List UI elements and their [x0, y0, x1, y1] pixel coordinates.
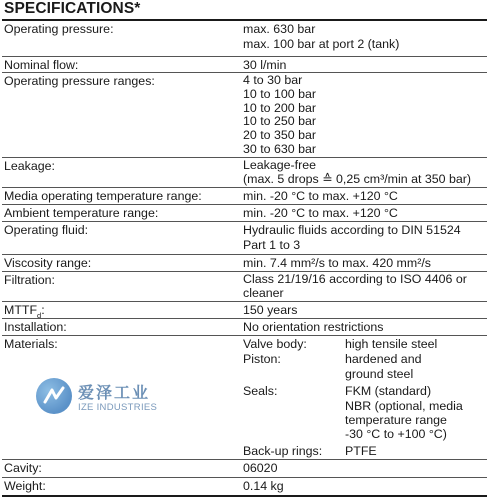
spec-value: [243, 22, 399, 53]
spec-value: [243, 479, 284, 494]
spec-row-installation: [2, 319, 487, 336]
ize-logo-icon: [36, 378, 72, 414]
material-spec: FKM (standard): [345, 384, 432, 398]
spec-label: Nominal flow:: [4, 58, 79, 72]
value-line: (max. 5 drops ≙ 0,25 cm³/min at 350 bar): [243, 171, 471, 186]
value-line: 10 to 250 bar: [243, 114, 317, 129]
value-line: 10 to 100 bar: [243, 86, 317, 101]
spec-value: [243, 189, 398, 204]
spec-row-filtration: [2, 272, 487, 302]
value-line: cleaner: [243, 285, 284, 300]
spec-row-pressure-ranges: [2, 73, 487, 158]
material-spec: temperature range: [345, 413, 447, 427]
value-line: No orientation restrictions: [243, 320, 384, 334]
value-line: min. -20 °C to max. +120 °C: [243, 206, 398, 220]
ize-watermark-logo: [36, 378, 186, 418]
material-spec: ground steel: [345, 367, 414, 381]
spec-label: Leakage:: [4, 159, 55, 173]
spec-value: [243, 223, 461, 254]
material-spec: high tensile steel: [345, 337, 438, 351]
spec-value: [243, 159, 471, 186]
spec-row-nominal-flow: [2, 57, 487, 73]
spec-value: [243, 74, 316, 157]
spec-label: Weight:: [4, 479, 46, 493]
watermark-english-text: IZE INDUSTRIES: [78, 402, 158, 413]
value-line: 06020: [243, 461, 278, 475]
value-line: 0.14 kg: [243, 479, 284, 493]
value-line: Part 1 to 3: [243, 238, 301, 253]
spec-row-operating-pressure: [2, 21, 487, 57]
spec-label: Operating pressure:: [4, 22, 114, 36]
value-line: Leakage-free: [243, 158, 317, 172]
value-line: 30 to 630 bar: [243, 141, 317, 156]
value-line: max. 630 bar: [243, 22, 316, 36]
spec-label: Media operating temperature range:: [4, 189, 202, 203]
value-line: 10 to 200 bar: [243, 100, 317, 115]
value-line: min. 7.4 mm²/s to max. 420 mm²/s: [243, 256, 431, 270]
spec-value: [243, 461, 277, 476]
value-line: 30 l/min: [243, 58, 287, 72]
material-part: Valve body:: [243, 337, 307, 351]
material-part: Back-up rings:: [243, 444, 323, 458]
spec-row-viscosity: [2, 255, 487, 272]
material-part: Seals:: [243, 384, 278, 398]
spec-row-leakage: [2, 158, 487, 188]
spec-value: [243, 320, 384, 335]
spec-row-operating-fluid: [2, 222, 487, 255]
value-line: 4 to 30 bar: [243, 73, 303, 87]
value-line: Class 21/19/16 according to ISO 4406 or: [243, 272, 467, 286]
label-colon: :: [41, 303, 45, 317]
spec-value: [243, 206, 398, 221]
spec-row-weight: [2, 478, 487, 497]
spec-label: Installation:: [4, 320, 67, 334]
label-main: MTTF: [4, 303, 38, 317]
spec-label: Materials:: [4, 337, 58, 351]
spec-row-mttfd: [2, 302, 487, 319]
spec-row-cavity: [2, 460, 487, 478]
material-spec: PTFE: [345, 444, 377, 458]
spec-row-ambient-temperature: [2, 205, 487, 222]
label-subscript: d: [37, 311, 42, 320]
spec-value: [243, 256, 431, 271]
spec-label: Filtration:: [4, 273, 55, 287]
spec-label: Operating pressure ranges:: [4, 74, 155, 88]
spec-value: [243, 303, 297, 318]
spec-label: Operating fluid:: [4, 223, 89, 237]
value-line: min. -20 °C to max. +120 °C: [243, 189, 398, 203]
spec-value: [243, 273, 467, 300]
spec-value: [243, 58, 286, 73]
spec-label: Viscosity range:: [4, 256, 92, 270]
value-line: 20 to 350 bar: [243, 128, 317, 143]
value-line: Hydraulic fluids according to DIN 51524: [243, 223, 461, 237]
material-spec: NBR (optional, media: [345, 399, 463, 413]
material-spec: -30 °C to +100 °C): [345, 427, 447, 441]
spec-label: Ambient temperature range:: [4, 206, 159, 220]
value-line: 150 years: [243, 303, 298, 317]
spec-label: Cavity:: [4, 461, 42, 475]
material-spec: hardened and: [345, 352, 422, 366]
material-part: Piston:: [243, 352, 281, 366]
value-line: max. 100 bar at port 2 (tank): [243, 37, 400, 52]
spec-row-media-temperature: [2, 188, 487, 205]
page-title: SPECIFICATIONS*: [4, 0, 141, 17]
watermark-chinese-text: 爱泽工业: [78, 385, 151, 402]
